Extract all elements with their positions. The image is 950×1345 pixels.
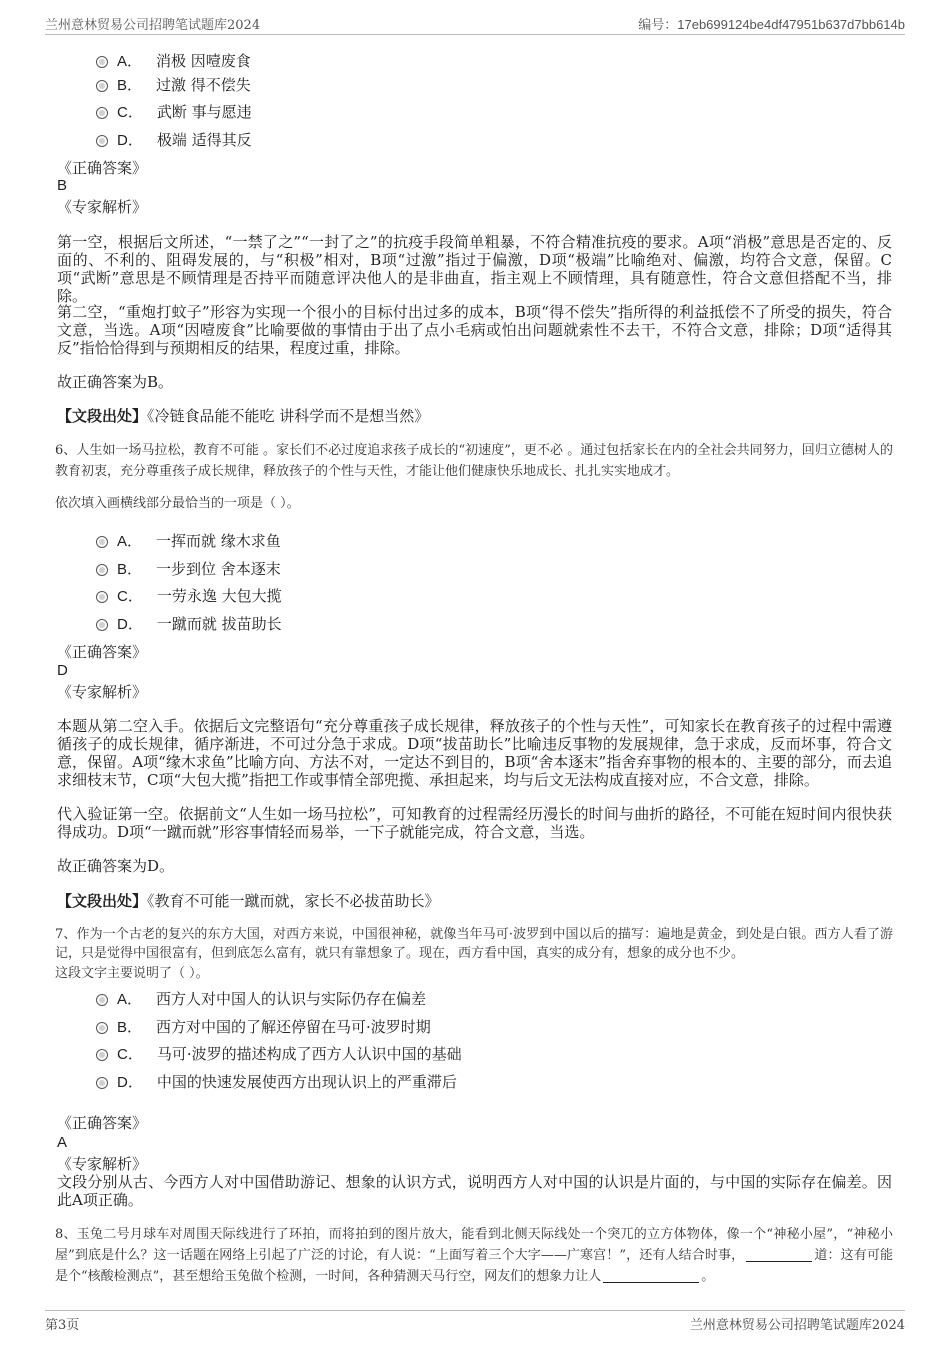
q6-analysis-p1: 本题从第二空入手。依据后文完整语句“充分尊重孩子成长规律，释放孩子的个性与天性”，可知家长在教育孩子的过程中需遵循孩子的成长规律，循序渐进，不可过分急于求成。D项“拔苗助长”比喻违反事物的发展规律，急于求成，反而坏事，符合文意，保留。A项“缘木求鱼”比喻方向、方法不对，一定达不到目的，B项“舍本逐末”指舍弃事物的根本的、主要的部分，而去追求细枝末节，C项“大包大揽”指把工作或事情全部兜揽、承担起来，均与后文无法构成直接对应，不合文意，排除。	[57, 717, 892, 789]
q7-analysis-label: 《专家解析》	[57, 1155, 148, 1173]
q6-prompt: 依次填入画横线部分最恰当的一项是（ ）。	[55, 496, 300, 511]
header-title: 兰州意林贸易公司招聘笔试题库2024	[45, 18, 261, 33]
q7-answer: A	[57, 1134, 68, 1151]
q6-option-a[interactable]: A． 一挥而就 缘木求鱼	[96, 530, 281, 551]
q6-analysis-label: 《专家解析》	[57, 683, 148, 701]
source-label: 【文段出处】	[57, 407, 148, 425]
q7-option-a[interactable]: A． 西方人对中国人的认识与实际仍存在偏差	[96, 988, 426, 1009]
q6-answer: D	[57, 662, 68, 679]
radio-icon[interactable]	[96, 1049, 108, 1061]
radio-icon[interactable]	[96, 107, 108, 119]
radio-icon[interactable]	[96, 1022, 108, 1034]
q6-analysis-p3: 故正确答案为D。	[57, 857, 175, 875]
footer-title: 兰州意林贸易公司招聘笔试题库2024	[689, 1318, 905, 1333]
blank-1[interactable]	[746, 1247, 812, 1262]
radio-icon[interactable]	[96, 564, 108, 576]
radio-icon[interactable]	[96, 591, 108, 603]
radio-icon[interactable]	[96, 56, 108, 68]
q5-option-d[interactable]: D． 极端 适得其反	[96, 129, 252, 150]
q7-option-d[interactable]: D． 中国的快速发展使西方出现认识上的严重滞后	[96, 1071, 457, 1092]
q5-answer: B	[57, 177, 68, 194]
source-title: 《教育不可能一蹴而就，家长不必拔苗助长》	[147, 892, 440, 910]
radio-icon[interactable]	[96, 1077, 108, 1089]
header-doc-id: 编号：17eb699124be4df47951b637d7bb614b	[638, 17, 905, 32]
q6-stem: 6、人生如一场马拉松，教育不可能 。家长们不必过度追求孩子成长的“初速度”，更不必 。通过包括家长在内的全社会共同努力，回归立德树人的教育初衷，充分尊重孩子成长规律，释放孩子的个性与天性，才能让他们健康快乐地成长、扎扎实实地成才。	[55, 443, 893, 479]
radio-icon[interactable]	[96, 135, 108, 147]
q5-option-b[interactable]: B． 过激 得不偿失	[96, 74, 251, 95]
radio-icon[interactable]	[96, 80, 108, 92]
q8-stem: 8、玉兔二号月球车对周围天际线进行了环拍，而将拍到的图片放大，能看到北侧天际线处一个突兀的立方体物体，像一个“神秘小屋”，“神秘小屋”到底是什么？这一话题在网络上引起了广泛的讨论，有人说：“上面写着三个大字——广寒宫！”，还有人结合时事， 道：这有可能是个“核酸检测点”，甚至想给玉兔做个检测，一时间，各种猜测天马行空，网友们的想象力让人 。	[55, 1227, 893, 1284]
q5-option-c[interactable]: C． 武断 事与愿违	[96, 101, 252, 122]
source-title: 《冷链食品能不能吃 讲科学而不是想当然》	[147, 407, 430, 425]
page-footer	[45, 1310, 905, 1336]
blank-2[interactable]	[603, 1268, 699, 1283]
page-header	[45, 14, 905, 35]
q6-option-d[interactable]: D． 一蹴而就 拔苗助长	[96, 613, 282, 634]
q5-analysis-p1: 第一空，根据后文所述，“一禁了之”“一封了之”的抗疫手段简单粗暴，不符合精准抗疫的要求。A项“消极”意思是否定的、反面的、不利的、阻碍发展的，与“积极”相对，B项“过激”指过于偏激，D项“极端”比喻绝对、偏激，均符合文意，保留。C项“武断”意思是不顾情理是否持平而随意评决他人的是非曲直，指主观上不顾情理，具有随意性，符合文意但搭配不当，排除。	[57, 233, 892, 305]
q5-source	[57, 405, 429, 426]
q6-answer-label: 《正确答案》	[57, 643, 148, 661]
q7-prompt: 这段文字主要说明了（ ）。	[55, 966, 209, 981]
q7-answer-label: 《正确答案》	[57, 1114, 148, 1132]
radio-icon[interactable]	[96, 619, 108, 631]
radio-icon[interactable]	[96, 994, 108, 1006]
q5-analysis-p2: 第二空，“重炮打蚊子”形容为实现一个很小的目标付出过多的成本，B项“得不偿失”指所得的利益抵偿不了所受的损失，符合文意，当选。A项“因噎废食”比喻要做的事情由于出了点小毛病或怕出问题就索性不去干，不符合文意，排除；D项“适得其反”指恰恰得到与预期相反的结果，程度过重，排除。	[57, 303, 892, 357]
q5-answer-label: 《正确答案》	[57, 159, 148, 177]
q5-analysis-p3: 故正确答案为B。	[57, 373, 174, 391]
q6-analysis-p2: 代入验证第一空。依据前文“人生如一场马拉松”，可知教育的过程需经历漫长的时间与曲折的路径，不可能在短时间内很快获得成功。D项“一蹴而就”形容事情轻而易举，一下子就能完成，符合文意，当选。	[57, 805, 892, 841]
q5-analysis-label: 《专家解析》	[57, 198, 148, 216]
q5-option-a[interactable]: A． 消极 因噎废食	[96, 50, 251, 71]
source-label: 【文段出处】	[57, 892, 148, 910]
q7-option-c[interactable]: C． 马可·波罗的描述构成了西方人认识中国的基础	[96, 1043, 462, 1064]
page-number: 第3页	[45, 1318, 80, 1333]
q6-option-c[interactable]: C． 一劳永逸 大包大揽	[96, 585, 282, 606]
q6-option-b[interactable]: B． 一步到位 舍本逐末	[96, 558, 281, 579]
q7-analysis: 文段分别从古、今西方人对中国借助游记、想象的认识方式，说明西方人对中国的认识是片面的，与中国的实际存在偏差。因此A项正确。	[57, 1173, 892, 1209]
q6-source	[57, 890, 440, 911]
q7-stem: 7、作为一个古老的复兴的东方大国，对西方来说，中国很神秘，就像当年马可·波罗到中国以后的描写：遍地是黄金，到处是白银。西方人看了游记，只是觉得中国很富有，但到底怎么富有，就只有靠想象了。现在，西方看中国，真实的成分有，想象的成分也不少。	[55, 927, 893, 961]
q7-option-b[interactable]: B． 西方对中国的了解还停留在马可·波罗时期	[96, 1016, 431, 1037]
radio-icon[interactable]	[96, 536, 108, 548]
